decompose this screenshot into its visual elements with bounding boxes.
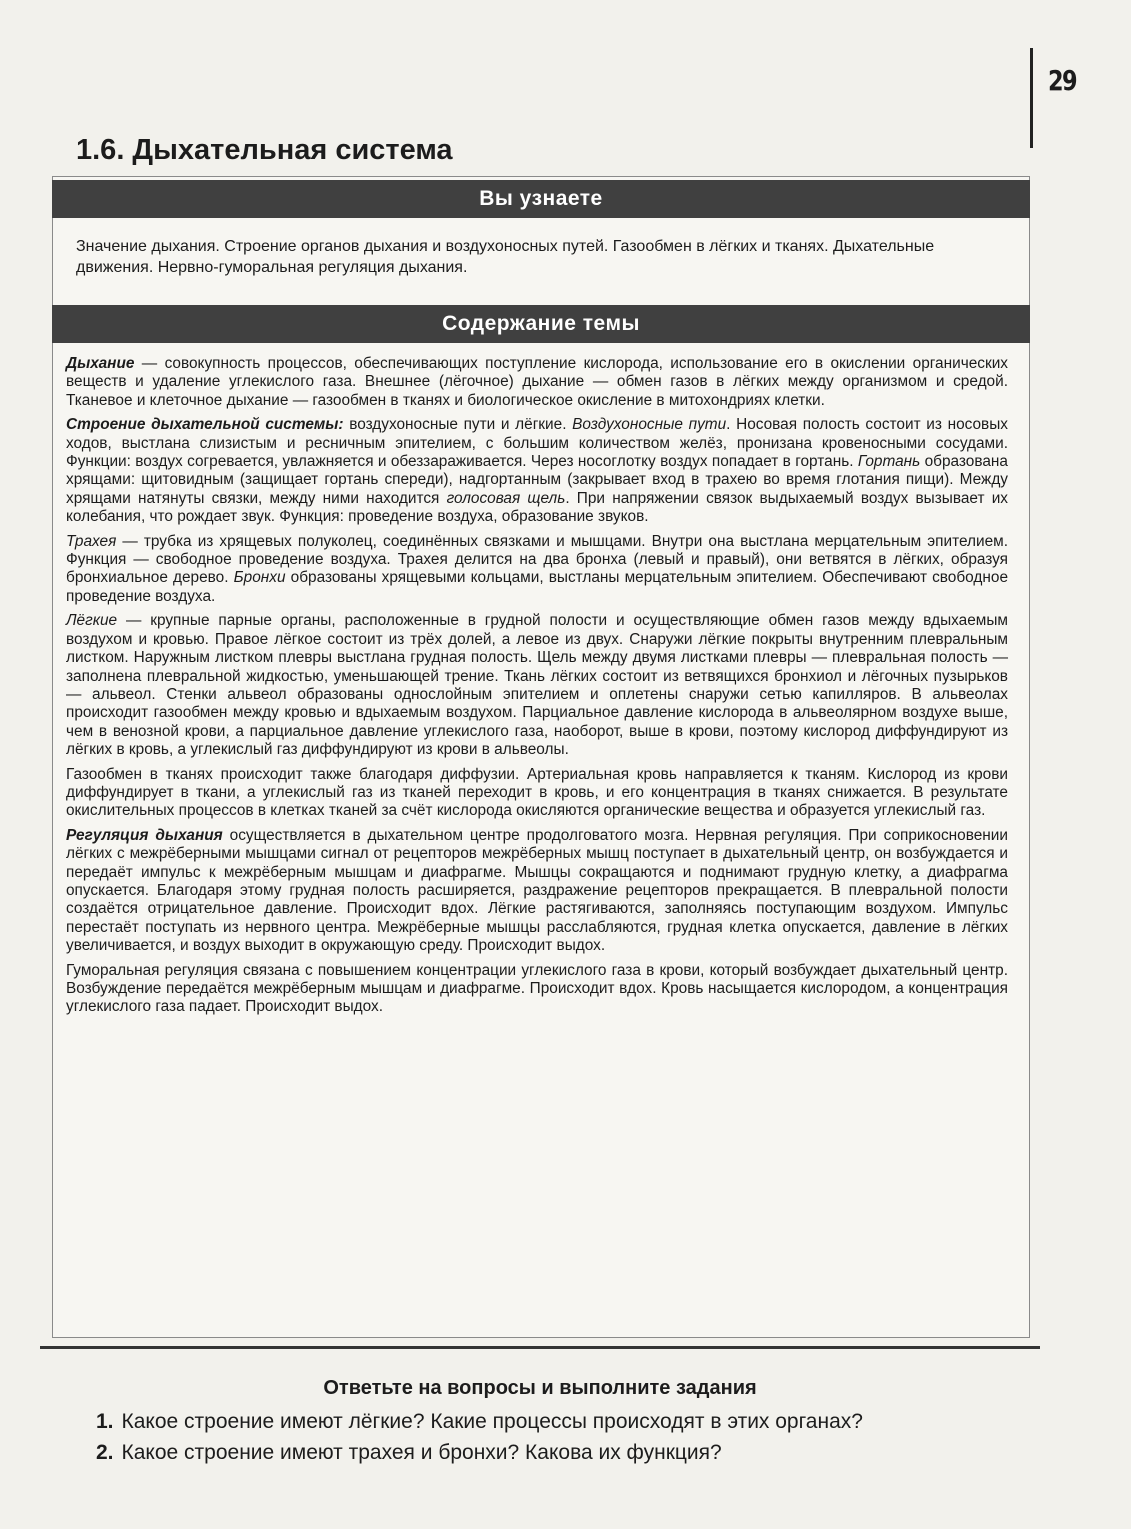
paragraph-lungs: Лёгкие — крупные парные органы, расположенные в грудной полости и осуществляющие обмен газов между вдыхаемым воздухом и кровью. Правое лёгкое состоит из трёх долей, а левое из двух. Снаружи лёгкие покрыты внутренним плевральным листком. Наружным листком плевры выстлана грудная полость. Щель между двумя листками плевры — плевральная полость — заполнена плевральной жидкостью, уменьшающей трение. Ткань лёгких состоит из ветвящихся бронхиол и лёгочных пузырьков — альвеол. Стенки альвеол образованы однослойным эпителием и оплетены снаружи сетью капилляров. В альвеолах происходит газообмен между кровью и вдыхаемым воздухом. Парциальное давление кислорода в альвеолярном воздухе выше, чем в венозной крови, а парциальное давление углекислого газа, наоборот, выше в крови, поэтому кислород диффундируют из лёгких в кровь, а углекислый газ диффундируют из крови в альвеолы. <box>66 612 1008 759</box>
paragraph-trachea: Трахея — трубка из хрящевых полуколец, соединённых связками и мышцами. Внутри она выстлана мерцательным эпителием. Функция — свободное проведение воздуха. Трахея делится на два бронха (левый и правый), они ветвятся в лёгких, образуя бронхиальное дерево. Бронхи образованы хрящевыми кольцами, выстланы мерцательным эпителием. Обеспечивают свободное проведение воздуха. <box>66 532 1008 605</box>
paragraph-breathing: Дыхание — совокупность процессов, обеспечивающих поступление кислорода, использование его в окислении органических веществ и удаление углекислого газа. Внешнее (лёгочное) дыхание — обмен газов в лёгких между организмом и средой. Тканевое и клеточное дыхание — газообмен в тканях и биологическое окисление в митохондриях клетки. <box>66 355 1008 409</box>
divider <box>40 1346 1040 1349</box>
paragraph-humoral: Гуморальная регуляция связана с повышением концентрации углекислого газа в крови, который возбуждает дыхательный центр. Возбуждение передаётся межрёберным мышцам и диафрагме. Происходит вдох. Кровь насыщается кислородом, а концентрация углекислого газа падает. Происходит выдох. <box>66 961 1008 1016</box>
term-regulation: Регуляция дыхания <box>66 826 223 844</box>
section-title: 1.6. Дыхательная система <box>76 134 453 166</box>
paragraph-structure: Строение дыхательной системы: воздухоносные пути и лёгкие. Воздухоносные пути. Носовая полость состоит из носовых ходов, выстлана слизистым и ресничным эпителием, с большим количеством желёз, пронизана кровеносными сосудами. Функции: воздух согревается, увлажняется и обеззараживается. Через носоглотку воздух попадает в гортань. Гортань образована хрящами: щитовидным (защищает гортань спереди), надгортанным (закрывает вход в трахею во время глотания пищи). Между хрящами натянуты связки, между ними находится голосовая щель. При напряжении связок выдыхаемый воздух вызывает их колебания, что рождает звук. Функция: проведение воздуха, образование звуков. <box>66 416 1009 526</box>
page-number: 29 <box>1048 64 1076 97</box>
content-body <box>66 355 1008 1023</box>
question-item: 1. Какое строение имеют лёгкие? Какие процессы происходят в этих органах? <box>96 1410 863 1433</box>
questions-title: Ответьте на вопросы и выполните задания <box>323 1377 757 1399</box>
term-structure: Строение дыхательной системы: <box>66 416 344 434</box>
paragraph-gas-exchange: Газообмен в тканях происходит также благодаря диффузии. Артериальная кровь направляется к тканям. Кислород из крови диффундирует в ткани, а углекислый газ из тканей переходит в кровь, и его концентрация в тканях снижается. В результате окислительных процессов в клетках тканей за счёт кислорода окисляются органические вещества и образуется углекислый газ. <box>66 765 1008 820</box>
question-item: 2. Какое строение имеют трахея и бронхи? Какова их функция? <box>96 1441 722 1464</box>
content-heading: Содержание темы <box>52 305 1030 343</box>
term-breathing: Дыхание <box>66 355 135 372</box>
page-edge-rule <box>1030 48 1033 148</box>
paragraph-regulation: Регуляция дыхания осуществляется в дыхательном центре продолговатого мозга. Нервная регуляция. При соприкосновении лёгких с межрёберными мышцами сигнал от рецепторов межрёберных мышц поступает в дыхательный центр, он возбуждается и передаёт импульс к межрёберным мышцам и диафрагме. Мышцы сокращаются и поднимают грудную клетку, а диафрагма опускается. Благодаря этому грудная полость расширяется, раздражение рецепторов прекращается. В плевральной полости создаётся отрицательное давление. Происходит вдох. Лёгкие растягиваются, заполняясь поступающим воздухом. Импульс перестаёт поступать из нервного центра. Межрёберные мышцы расслабляются, грудная клетка опускается, давление в лёгких увеличивается, и воздух выходит в окружающую среду. Происходит выдох. <box>66 826 1008 955</box>
learn-heading: Вы узнаете <box>52 180 1030 218</box>
learn-text: Значение дыхания. Строение органов дыхания и воздухоносных путей. Газообмен в лёгких и тканях. Дыхательные движения. Нервно-гуморальная регуляция дыхания. <box>76 238 935 276</box>
